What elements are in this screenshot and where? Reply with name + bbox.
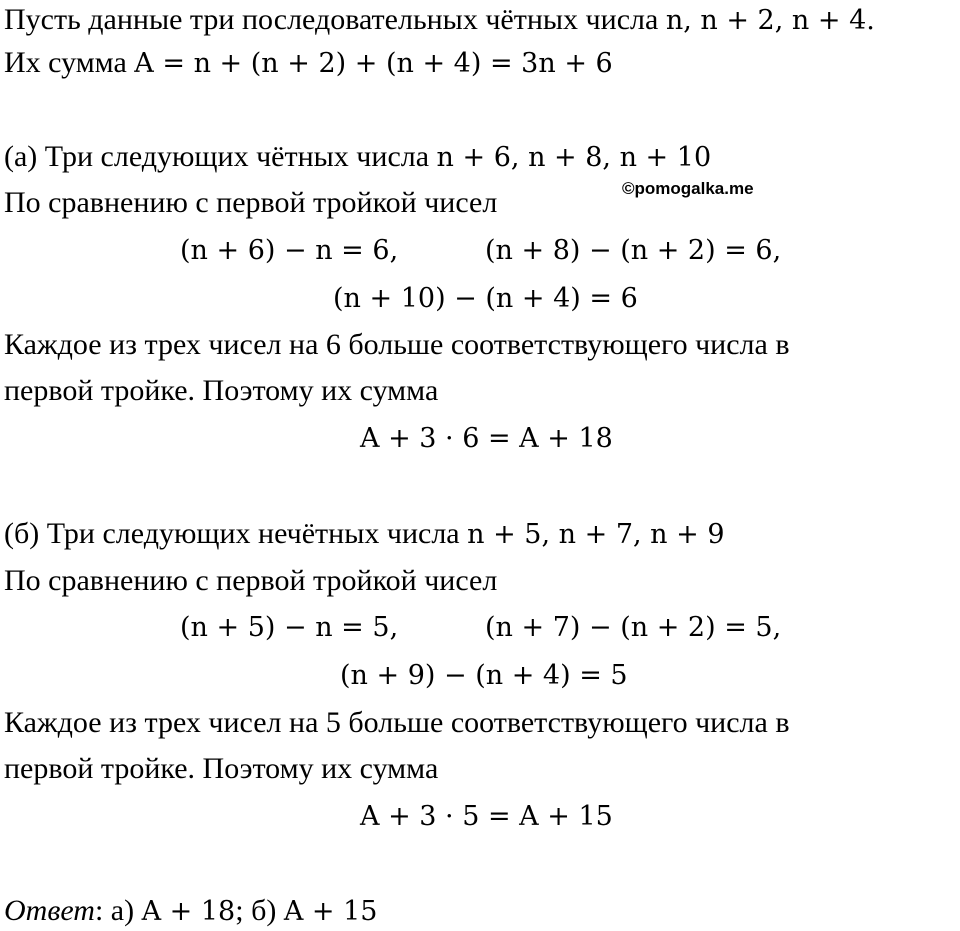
part-a-eq-3: (n + 10) − (n + 4) = 6	[333, 283, 638, 314]
answer-a-value: A + 18	[141, 896, 236, 927]
answer-colon: : а)	[94, 894, 142, 927]
part-b-conclusion-1: Каждое из трех чисел на 5 больше соответствующего числа в	[4, 706, 790, 739]
part-a-eq-2: (n + 8) − (n + 2) = 6,	[485, 235, 782, 266]
intro-math-2: A = n + (n + 2) + (n + 4) = 3n + 6	[134, 48, 613, 79]
part-a-heading	[4, 139, 711, 176]
answer-line	[4, 893, 377, 930]
part-b-heading	[4, 516, 725, 553]
part-b-eq-3: (n + 9) − (n + 4) = 5	[340, 660, 628, 691]
part-b-conclusion-2: первой тройке. Поэтому их сумма	[4, 752, 439, 785]
intro-text-1: Пусть данные три последовательных чётных числа	[4, 3, 666, 36]
intro-line-1	[4, 2, 875, 39]
intro-text-2: Их сумма	[4, 46, 135, 79]
part-a-conclusion-1: Каждое из трех чисел на 6 больше соответствующего числа в	[4, 328, 790, 361]
answer-b-value: A + 15	[283, 896, 378, 927]
intro-math-1: n, n + 2, n + 4.	[665, 5, 875, 36]
part-b-sum: A + 3 · 5 = A + 15	[360, 801, 613, 832]
answer-separator: ; б)	[235, 894, 284, 927]
part-a-eq-1: (n + 6) − n = 6,	[180, 235, 399, 266]
part-a-compare: По сравнению с первой тройкой чисел	[4, 186, 498, 219]
part-b-heading-math: n + 5, n + 7, n + 9	[467, 519, 725, 550]
part-a-heading-text: (а) Три следующих чётных числа	[4, 140, 437, 173]
part-a-sum: A + 3 · 6 = A + 18	[360, 423, 613, 454]
part-a-heading-math: n + 6, n + 8, n + 10	[436, 142, 712, 173]
part-b-eq-2: (n + 7) − (n + 2) = 5,	[485, 612, 782, 643]
watermark: ©pomogalka.me	[622, 179, 754, 198]
part-a-conclusion-2: первой тройке. Поэтому их сумма	[4, 374, 439, 407]
intro-line-2	[4, 45, 613, 82]
answer-label: Ответ	[4, 894, 95, 927]
part-b-heading-text: (б) Три следующих нечётных числа	[4, 517, 468, 550]
part-b-compare: По сравнению с первой тройкой чисел	[4, 564, 498, 597]
part-b-eq-1: (n + 5) − n = 5,	[180, 612, 399, 643]
